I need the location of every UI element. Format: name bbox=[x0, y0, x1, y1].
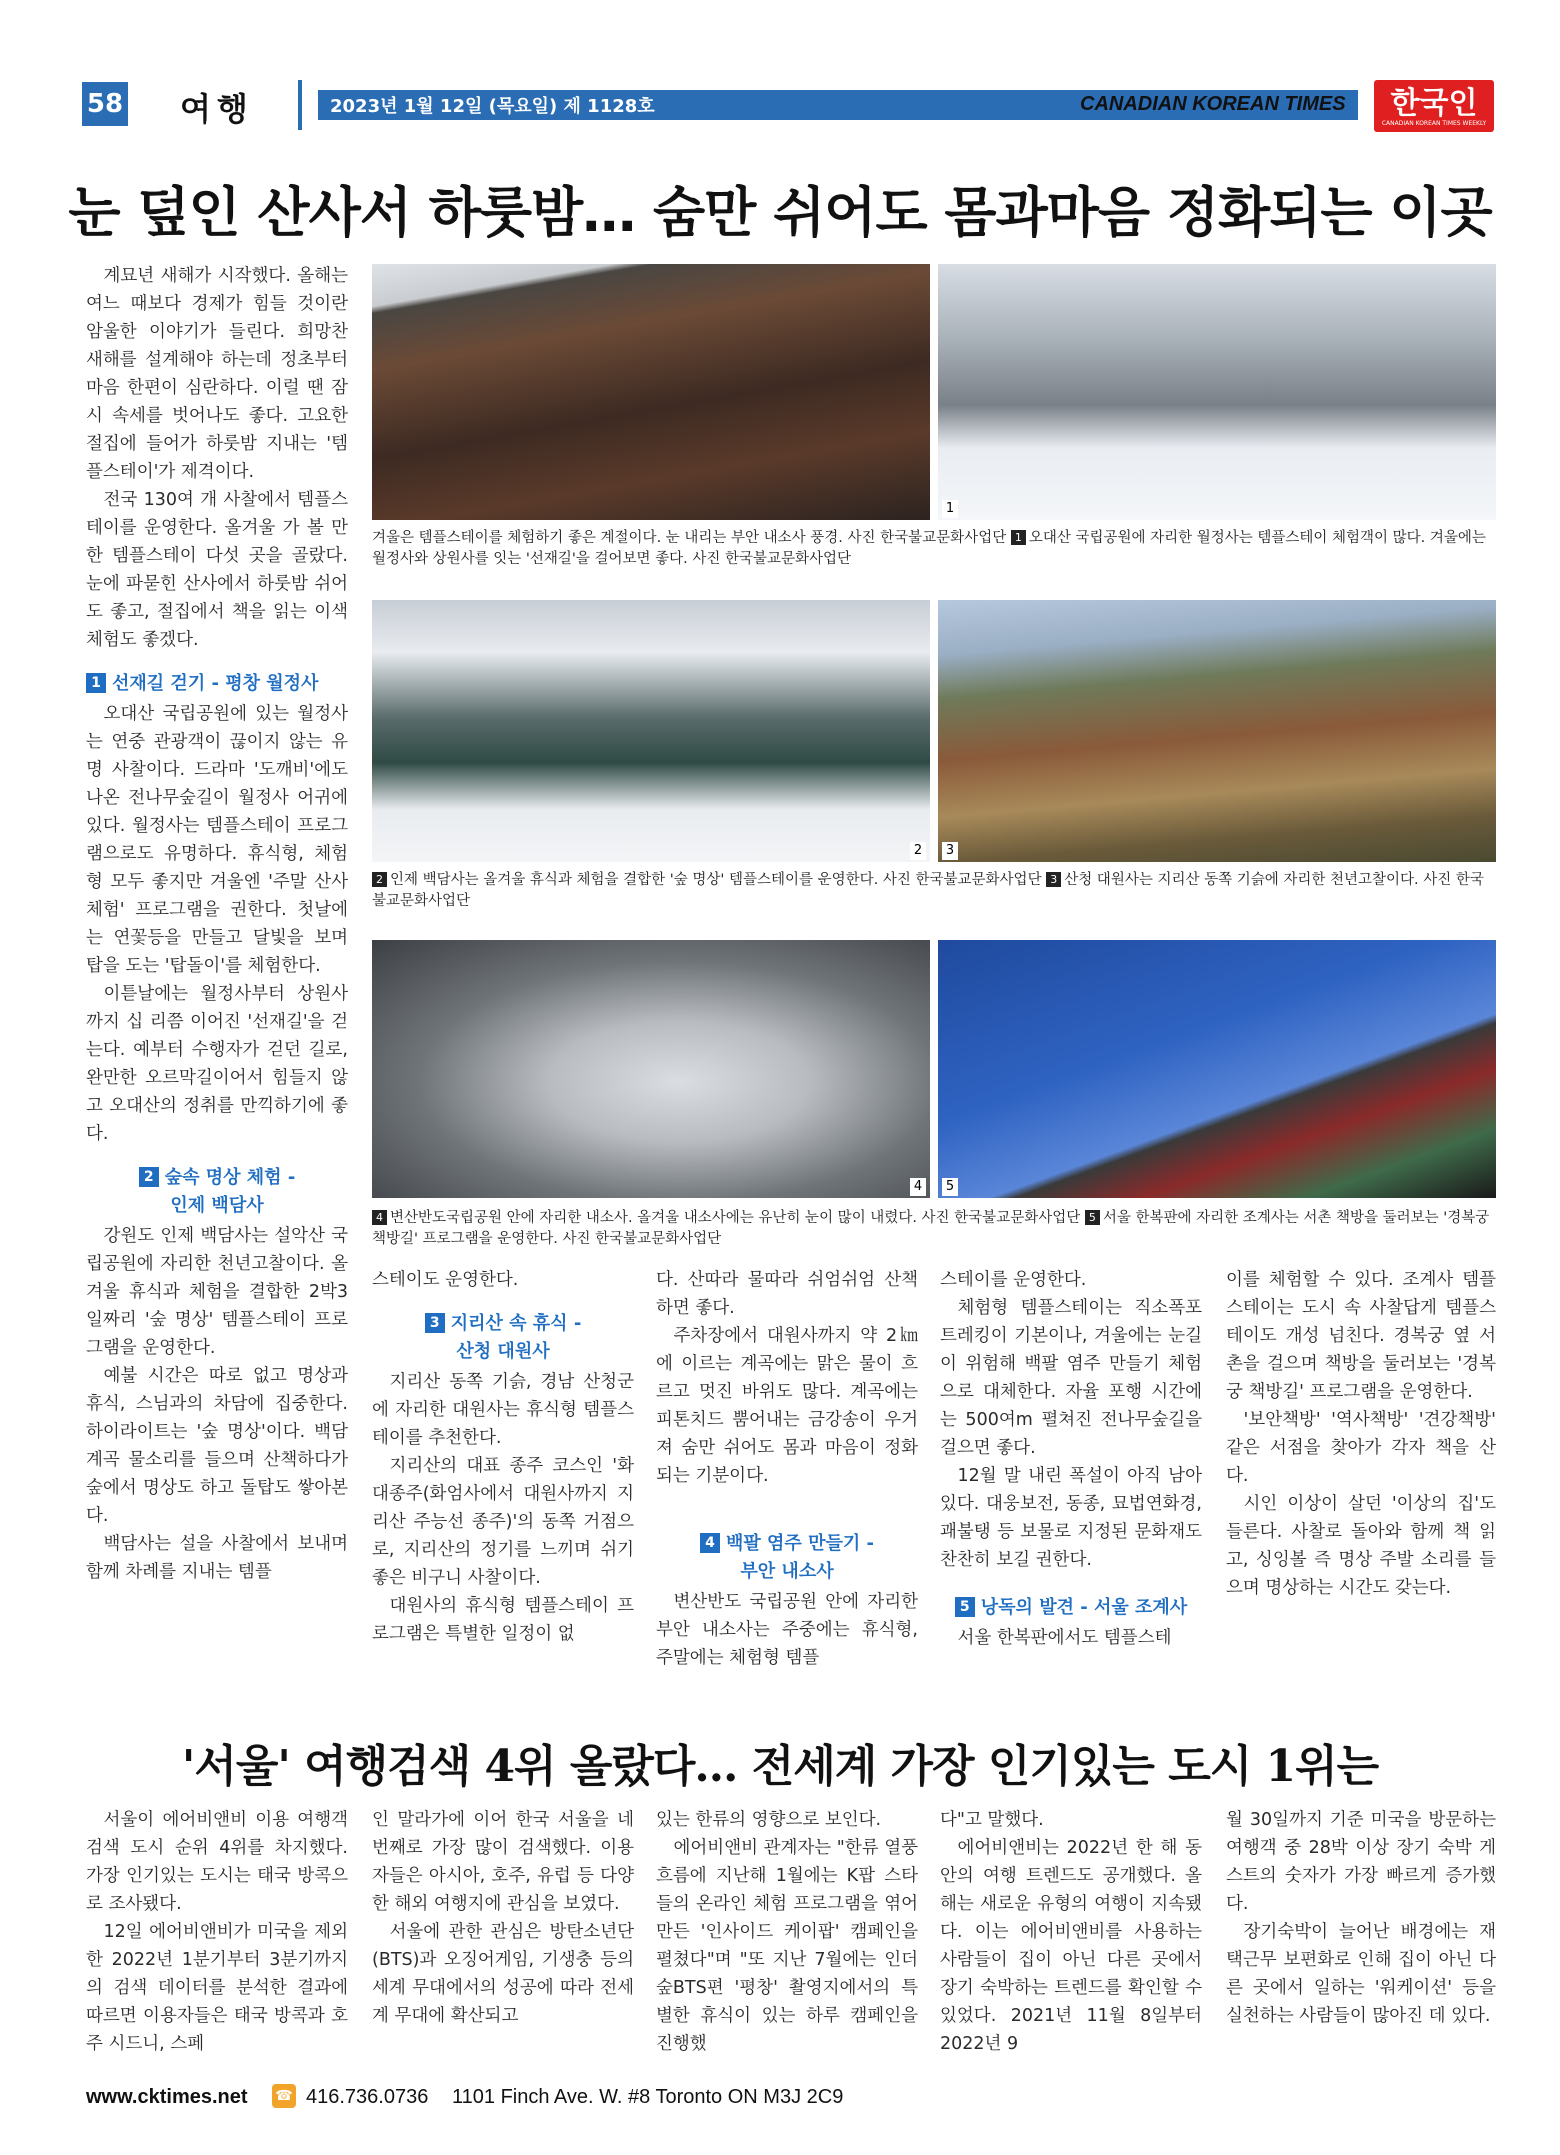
body-paragraph: 다"고 말했다. bbox=[940, 1810, 1044, 1830]
phone-icon: ☎ bbox=[272, 2084, 296, 2108]
subheading-5 bbox=[940, 1594, 1202, 1622]
body-paragraph: 에어비앤비는 2022년 한 해 동안의 여행 트렌드도 공개했다. 올해는 새로운 유형의 여행이 지속됐다. 이는 에어비앤비를 사용하는 사람들이 집이 아닌 다른 곳에서 장기 숙박하는 트렌드를 확인할 수 있었다. 2021년 11월 8일부터 2022년 9 bbox=[940, 1838, 1202, 2054]
section-title: 여행 bbox=[180, 90, 254, 128]
photo-daewonsa-hall bbox=[938, 600, 1496, 862]
subheading-text: 백팔 염주 만들기 - bbox=[726, 1533, 874, 1554]
article-column-1 bbox=[86, 262, 348, 1586]
body-paragraph: 주차장에서 대원사까지 약 2㎞에 이르는 계곡에는 맑은 물이 흐르고 멋진 바위도 많다. 계곡에는 피톤치드 뿜어내는 금강송이 우거져 숨만 쉬어도 몸과 마음이 정화되는 기분이다. bbox=[656, 1326, 918, 1486]
subheading-text: 인제 백담사 bbox=[170, 1195, 264, 1216]
subheading-text: 낭독의 발견 - 서울 조계사 bbox=[980, 1597, 1188, 1618]
photo-baekdamsa-snow bbox=[372, 600, 930, 862]
caption-text: 서울 한복판에 자리한 조계사는 서촌 책방을 둘러보는 '경복궁 책방길' 프로그램을 운영한다. 사진 한국불교문화사업단 bbox=[372, 1210, 1490, 1247]
number-badge: 5 bbox=[955, 1597, 975, 1617]
photo-number: 4 bbox=[910, 1178, 926, 1196]
logo-subtitle: CANADIAN KOREAN TIMES WEEKLY bbox=[1381, 120, 1487, 127]
caption-text: 인제 백담사는 올겨울 휴식과 체험을 결합한 '숲 명상' 템플스테이를 운영한다. 사진 한국불교문화사업단 bbox=[390, 872, 1042, 888]
number-badge: 2 bbox=[139, 1167, 159, 1187]
body-paragraph: 다. 산따라 물따라 쉬엄쉬엄 산책하면 좋다. bbox=[656, 1270, 918, 1318]
photo-number: 2 bbox=[910, 842, 926, 860]
body-paragraph: 시인 이상이 살던 '이상의 집'도 들른다. 사찰로 돌아와 함께 책 읽고, 싱잉볼 즉 명상 주발 소리를 들으며 명상하는 시간도 갖는다. bbox=[1226, 1494, 1496, 1598]
body-paragraph: 이를 체험할 수 있다. 조계사 템플스테이는 도시 속 사찰답게 템플스테이도 개성 넘친다. 경복궁 옆 서촌을 걸으며 책방을 둘러보는 '경복궁 책방길' 프로그램을 운영한다. bbox=[1226, 1270, 1496, 1402]
caption-number: 2 bbox=[372, 872, 387, 887]
body-paragraph: 12일 에어비앤비가 미국을 제외한 2022년 1분기부터 3분기까지의 검색 데이터를 분석한 결과에 따르면 이용자들은 태국 방콕과 호주 시드니, 스페 bbox=[86, 1922, 348, 2054]
body-paragraph: 있는 한류의 영향으로 보인다. bbox=[656, 1810, 882, 1830]
newspaper-logo: 한국인 bbox=[1374, 80, 1494, 132]
subheading-1 bbox=[86, 670, 348, 698]
article-headline: 눈 덮인 산사서 하룻밤… 숨만 쉬어도 몸과마음 정화되는 이곳 bbox=[68, 181, 1492, 244]
photo-caption-2 bbox=[372, 870, 1496, 912]
article-column-2 bbox=[372, 1266, 634, 1648]
body-paragraph: 스테이를 운영한다. bbox=[940, 1270, 1087, 1290]
subheading-text: 산청 대원사 bbox=[456, 1341, 550, 1362]
photo-caption-1 bbox=[372, 528, 1496, 570]
body-paragraph: 월 30일까지 기준 미국을 방문하는 여행객 중 28박 이상 장기 숙박 게스트의 숫자가 가장 빠르게 증가했다. bbox=[1226, 1810, 1496, 1914]
number-badge: 3 bbox=[425, 1313, 445, 1333]
subheading-text: 부안 내소사 bbox=[740, 1561, 834, 1582]
body-paragraph: 체험형 템플스테이는 직소폭포 트레킹이 기본이나, 겨울에는 눈길이 위험해 백팔 염주 만들기 체험으로 대체한다. 자율 포행 시간에는 500여m 펼쳐진 전나무숲길을 걸으면 좋다. bbox=[940, 1298, 1202, 1458]
body-paragraph: 장기숙박이 늘어난 배경에는 재택근무 보편화로 인해 집이 아닌 다른 곳에서 일하는 '워케이션' 등을 실천하는 사람들이 많아진 데 있다. bbox=[1226, 1922, 1496, 2026]
masthead: CANADIAN KOREAN TIMES bbox=[1080, 93, 1346, 115]
caption-text: 겨울은 템플스테이를 체험하기 좋은 계절이다. 눈 내리는 부안 내소사 풍경. 사진 한국불교문화사업단 bbox=[372, 530, 1007, 546]
caption-number: 5 bbox=[1085, 1210, 1100, 1225]
article2-column-5 bbox=[1226, 1806, 1496, 2030]
article2-column-2 bbox=[372, 1806, 634, 2030]
subheading-2 bbox=[86, 1164, 348, 1220]
article-column-5 bbox=[1226, 1266, 1496, 1602]
photo-naesosa-snow-eaves bbox=[372, 264, 930, 520]
photo-naesosa-aerial bbox=[372, 940, 930, 1198]
section-divider bbox=[298, 80, 302, 130]
body-paragraph: 변산반도 국립공원 안에 자리한 부안 내소사는 주중에는 휴식형, 주말에는 체험형 템플 bbox=[656, 1592, 918, 1668]
body-paragraph: 예불 시간은 따로 없고 명상과 휴식, 스님과의 차담에 집중한다. 하이라이트는 '숲 명상'이다. 백담계곡 물소리를 들으며 산책하다가 숲에서 명상도 하고 돌탑도 쌓아본다. bbox=[86, 1366, 348, 1526]
subheading-3 bbox=[372, 1310, 634, 1366]
body-paragraph: 대원사의 휴식형 템플스테이 프로그램은 특별한 일정이 없 bbox=[372, 1596, 634, 1644]
subheading-text: 숲속 명상 체험 - bbox=[164, 1167, 296, 1188]
body-paragraph: 스테이도 운영한다. bbox=[372, 1270, 519, 1290]
photo-woljeongsa-forest bbox=[938, 264, 1496, 520]
photo-caption-3 bbox=[372, 1208, 1496, 1250]
article2-headline: '서울' 여행검색 4위 올랐다… 전세계 가장 인기있는 도시 1위는 bbox=[181, 1741, 1379, 1792]
article2-column-3 bbox=[656, 1806, 918, 2058]
caption-text: 변산반도국립공원 안에 자리한 내소사. 올겨울 내소사에는 유난히 눈이 많이 내렸다. 사진 한국불교문화사업단 bbox=[390, 1210, 1081, 1226]
intro-paragraph: 계묘년 새해가 시작했다. 올해는 여느 때보다 경제가 힘들 것이란 암울한 이야기가 들린다. 희망찬 새해를 설계해야 하는데 정초부터 마음 한편이 심란하다. 이럴 땐 잠시 속세를 벗어나도 좋다. 고요한 절집에 들어가 하룻밤 지내는 '템플스테이'가 제격이다. bbox=[86, 266, 348, 482]
subheading-text: 선재길 걷기 - 평창 월정사 bbox=[112, 673, 319, 694]
body-paragraph: 서울 한복판에서도 템플스테 bbox=[957, 1628, 1172, 1648]
subheading-text: 지리산 속 휴식 - bbox=[450, 1313, 582, 1334]
body-paragraph: 오대산 국립공원에 있는 월정사는 연중 관광객이 끊이지 않는 유명 사찰이다. 드라마 '도깨비'에도 나온 전나무숲길이 월정사 어귀에 있다. 월정사는 템플스테이 프로그램으로도 유명하다. 휴식형, 체험형 모두 좋지만 겨울엔 '주말 산사체험' 프로그램을 권한다. 첫날에는 연꽃등을 만들고 달빛을 보며 탑을 도는 '탑돌이'를 체험한다. bbox=[86, 704, 348, 976]
body-paragraph: 지리산의 대표 종주 코스인 '화대종주(화엄사에서 대원사까지 지리산 주능선 종주)'의 동쪽 거점으로, 지리산의 정기를 느끼며 쉬기 좋은 비구니 사찰이다. bbox=[372, 1456, 634, 1588]
number-badge: 1 bbox=[86, 673, 106, 693]
photo-jogyesa-roof bbox=[938, 940, 1496, 1198]
photo-number: 5 bbox=[942, 1178, 958, 1196]
intro-paragraph: 전국 130여 개 사찰에서 템플스테이를 운영한다. 올겨울 가 볼 만한 템플스테이 다섯 곳을 골랐다. 눈에 파묻힌 산사에서 하룻밤 쉬어도 좋고, 절집에서 책을 읽는 이색 체험도 좋겠다. bbox=[86, 490, 348, 650]
subheading-4 bbox=[656, 1530, 918, 1586]
body-paragraph: 에어비앤비 관계자는 "한류 열풍 흐름에 지난해 1월에는 K팝 스타들의 온라인 체험 프로그램을 엮어 만든 '인사이드 케이팝' 캠페인을 펼쳤다"며 "또 지난 7월에는 인더숲BTS편 '평창' 촬영지에서의 특별한 휴식이 있는 하루 캠페인을 진행했 bbox=[656, 1838, 919, 2054]
footer-address: 1101 Finch Ave. W. #8 Toronto ON M3J 2C9 bbox=[452, 2086, 844, 2108]
body-paragraph: 백담사는 설을 사찰에서 보내며 함께 차례를 지내는 템플 bbox=[86, 1534, 348, 1582]
article2-column-1 bbox=[86, 1806, 348, 2058]
caption-number: 1 bbox=[1011, 530, 1026, 545]
body-paragraph: 강원도 인제 백담사는 설악산 국립공원에 자리한 천년고찰이다. 올겨울 휴식과 체험을 결합한 2박3일짜리 '숲 명상' 템플스테이 프로그램을 운영한다. bbox=[86, 1226, 348, 1358]
number-badge: 4 bbox=[700, 1533, 720, 1553]
body-paragraph: 서울에 관한 관심은 방탄소년단(BTS)과 오징어게임, 기생충 등의 세계 무대에서의 성공에 따라 전세계 무대에 확산되고 bbox=[372, 1922, 634, 2026]
caption-text: 오대산 국립공원에 자리한 월정사는 템플스테이 체험객이 많다. 겨울에는 월정사와 상원사를 잇는 '선재길'을 걸어보면 좋다. 사진 한국불교문화사업단 bbox=[372, 530, 1486, 567]
footer-phone: 416.736.0736 bbox=[306, 2086, 429, 2108]
photo-number: 1 bbox=[942, 500, 958, 518]
body-paragraph: 이튿날에는 월정사부터 상원사까지 십 리쯤 이어진 '선재길'을 걷는다. 예부터 수행자가 걷던 길로, 완만한 오르막길이어서 힘들지 않고 오대산의 정취를 만끽하기에 좋다. bbox=[86, 984, 348, 1144]
body-paragraph: 서울이 에어비앤비 이용 여행객 검색 도시 순위 4위를 차지했다. 가장 인기있는 도시는 태국 방콕으로 조사됐다. bbox=[86, 1810, 348, 1914]
body-paragraph: 지리산 동쪽 기슭, 경남 산청군에 자리한 대원사는 휴식형 템플스테이를 추천한다. bbox=[372, 1372, 634, 1448]
body-paragraph: 12월 말 내린 폭설이 아직 남아 있다. 대웅보전, 동종, 묘법연화경, 괘불탱 등 보물로 지정된 문화재도 찬찬히 보길 권한다. bbox=[940, 1466, 1202, 1570]
body-paragraph: 인 말라가에 이어 한국 서울을 네 번째로 가장 많이 검색했다. 이용자들은 아시아, 호주, 유럽 등 다양한 해외 여행지에 관심을 보였다. bbox=[372, 1810, 634, 1914]
article-column-4 bbox=[940, 1266, 1202, 1652]
article2-column-4 bbox=[940, 1806, 1202, 2058]
caption-text: 산청 대원사는 지리산 동쪽 기슭에 자리한 천년고찰이다. 사진 한국불교문화사업단 bbox=[372, 872, 1484, 909]
caption-number: 3 bbox=[1046, 872, 1061, 887]
caption-number: 4 bbox=[372, 1210, 387, 1225]
body-paragraph: '보안책방' '역사책방' '견강책방' 같은 서점을 찾아가 각자 책을 산다. bbox=[1226, 1410, 1496, 1486]
issue-date: 2023년 1월 12일 (목요일) 제 1128호 bbox=[330, 96, 655, 117]
page-number: 58 bbox=[82, 82, 128, 126]
footer-website-link[interactable]: www.cktimes.net bbox=[86, 2086, 248, 2108]
photo-number: 3 bbox=[942, 842, 958, 860]
article-column-3 bbox=[656, 1266, 918, 1672]
